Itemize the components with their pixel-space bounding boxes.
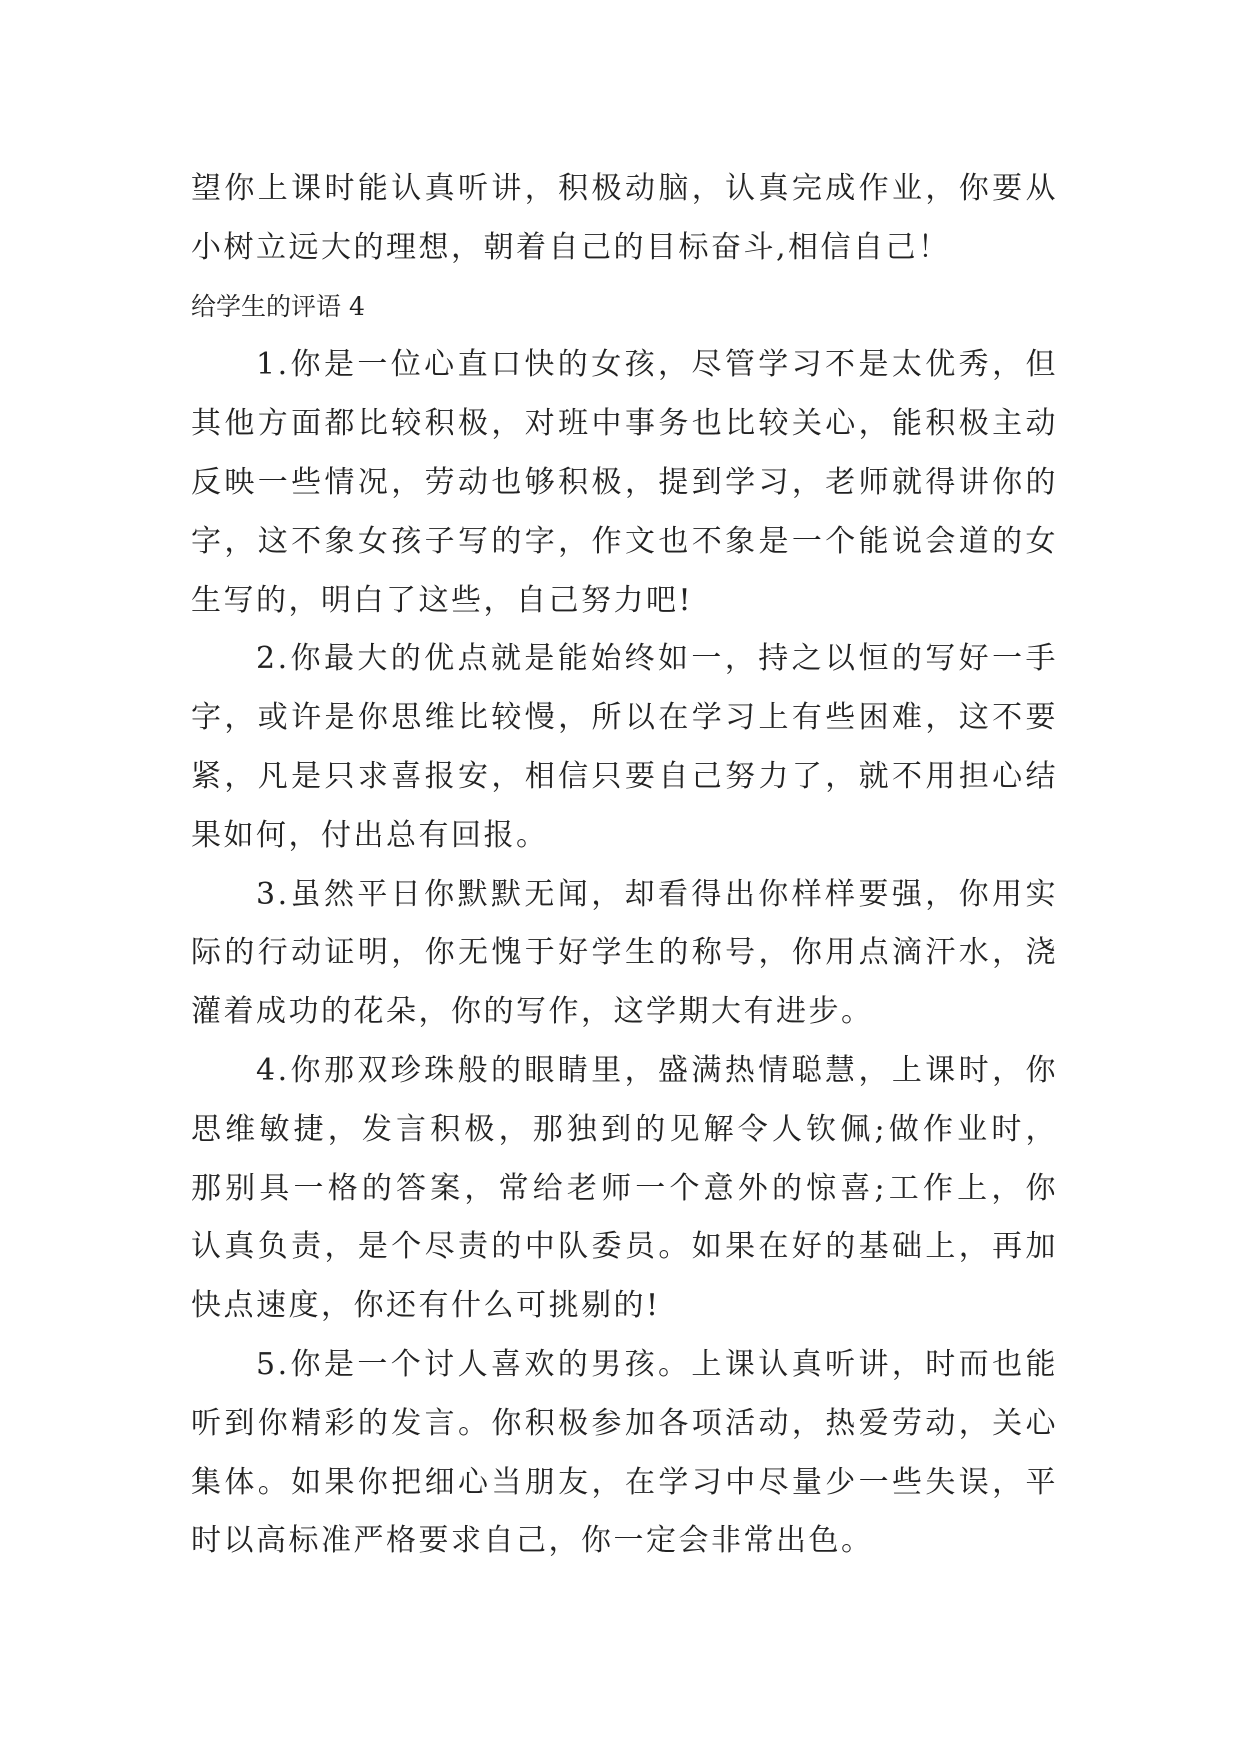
text-line: 时以高标准严格要求自己，你一定会非常出色。 xyxy=(191,1523,874,1559)
text-line: 5.你是一个讨人喜欢的男孩。上课认真听讲，时而也能 xyxy=(256,1346,1058,1382)
paragraph-3 xyxy=(191,866,1058,1042)
document-body xyxy=(191,160,1058,1571)
text-line: 1.你是一位心直口快的女孩，尽管学习不是太优秀，但 xyxy=(256,347,1058,383)
text-line: 果如何，付出总有回报。 xyxy=(191,817,549,853)
text-line: 望你上课时能认真听讲，积极动脑，认真完成作业，你要从 xyxy=(191,171,1058,206)
text-line: 紧，凡是只求喜报安，相信只要自己努力了，就不用担心结 xyxy=(191,758,1058,794)
text-line: 快点速度，你还有什么可挑剔的! xyxy=(191,1288,661,1324)
continuation-paragraph xyxy=(191,160,1058,278)
text-line: 字，或许是你思维比较慢，所以在学习上有些困难，这不要 xyxy=(191,700,1058,736)
text-line: 字，这不象女孩子写的字，作文也不象是一个能说会道的女 xyxy=(191,523,1058,559)
paragraph-5 xyxy=(191,1336,1058,1571)
text-line: 生写的，明白了这些，自己努力吧! xyxy=(191,582,694,618)
paragraph-2 xyxy=(191,630,1058,865)
text-line: 那别具一格的答案，常给老师一个意外的惊喜;工作上，你 xyxy=(191,1170,1058,1206)
text-line: 反映一些情况，劳动也够积极，提到学习，老师就得讲你的 xyxy=(191,464,1058,500)
text-line: 集体。如果你把细心当朋友，在学习中尽量少一些失误，平 xyxy=(191,1464,1058,1500)
section-heading: 给学生的评语 4 xyxy=(191,291,365,321)
text-line: 思维敏捷，发言积极，那独到的见解令人钦佩;做作业时， xyxy=(191,1111,1058,1147)
text-line: 4.你那双珍珠般的眼睛里，盛满热情聪慧，上课时，你 xyxy=(256,1052,1058,1088)
text-line: 其他方面都比较积极，对班中事务也比较关心，能积极主动 xyxy=(191,406,1058,442)
text-line: 听到你精彩的发言。你积极参加各项活动，热爱劳动，关心 xyxy=(191,1405,1058,1441)
text-line: 2.你最大的优点就是能始终如一，持之以恒的写好一手 xyxy=(256,641,1058,677)
text-line: 小树立远大的理想，朝着自己的目标奋斗,相信自己！ xyxy=(191,229,951,265)
text-line: 认真负责，是个尽责的中队委员。如果在好的基础上，再加 xyxy=(191,1229,1058,1265)
text-line: 灌着成功的花朵，你的写作，这学期大有进步。 xyxy=(191,994,874,1030)
paragraph-4 xyxy=(191,1042,1058,1336)
paragraph-1 xyxy=(191,336,1058,630)
text-line: 3.虽然平日你默默无闻，却看得出你样样要强，你用实 xyxy=(256,876,1058,912)
text-line: 际的行动证明，你无愧于好学生的称号，你用点滴汗水，浇 xyxy=(191,935,1058,971)
